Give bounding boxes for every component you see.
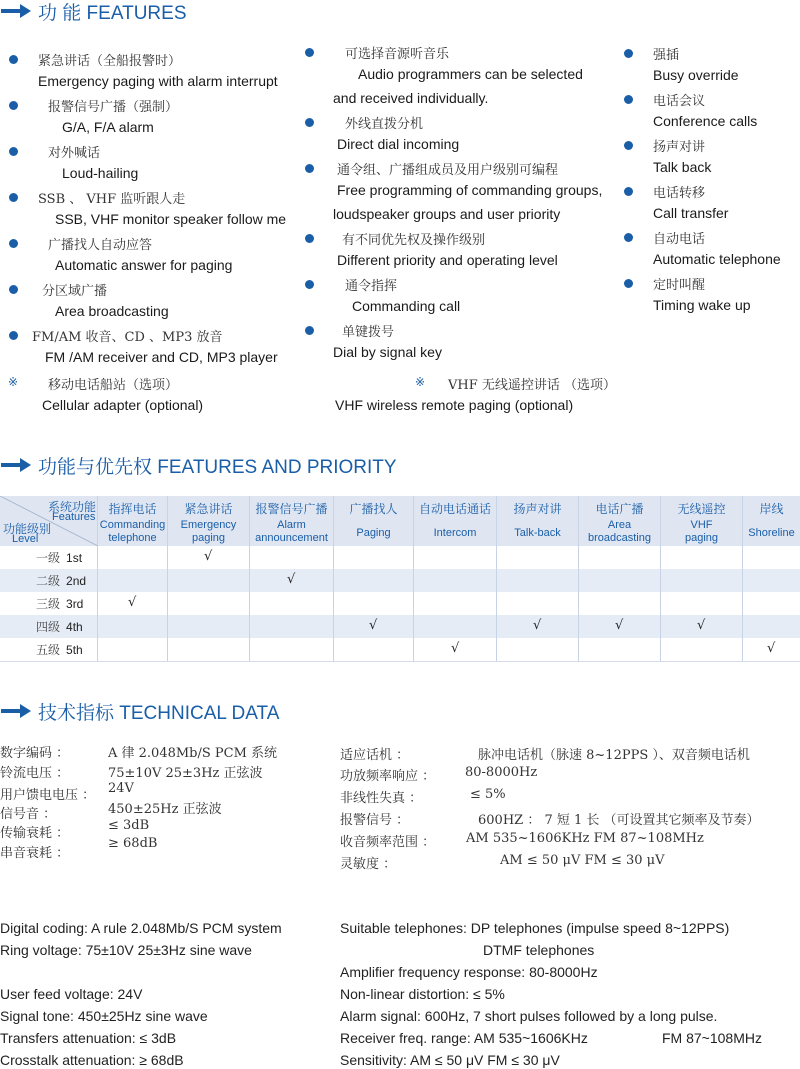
- column-cn: 电话广播: [595, 502, 644, 516]
- table-cell: [579, 569, 661, 592]
- level-en: 2nd: [66, 574, 87, 588]
- feature-cn: 电话会议: [653, 94, 706, 109]
- spec-label: 用户馈电电压 ：: [0, 788, 96, 803]
- level-cn: 一级: [36, 551, 61, 565]
- spec-en: FM 87~108MHz: [662, 1030, 762, 1046]
- spec-value: AM 535~1606KHz FM 87~108MHz: [466, 831, 704, 846]
- table-cell: [414, 615, 497, 638]
- spec-value: 600HZ ： 7 短 1 长 （可设置其它频率及节奏）: [478, 813, 760, 828]
- column-en: Intercom: [433, 527, 477, 539]
- level-label: [36, 595, 83, 612]
- spec-value: ≤ 5%: [470, 787, 506, 802]
- spec-en: Alarm signal: 600Hz, 7 short pulses followed by a long pulse.: [340, 1008, 718, 1024]
- column-en: Talk-back: [514, 527, 561, 539]
- feature-cn: 有不同优先权及操作级别: [342, 233, 486, 248]
- feature-cn: 广播找人自动应答: [48, 238, 153, 253]
- bullet-icon: [9, 193, 18, 202]
- bullet-icon: [624, 49, 633, 58]
- feature-en: Dial by signal key: [333, 344, 442, 360]
- level-cell: [0, 615, 98, 638]
- bullet-icon: [305, 280, 314, 289]
- table-cell: [579, 546, 661, 569]
- spec-label: 传输衰耗 ：: [0, 826, 70, 841]
- spec-label: 收音频率范围 ：: [340, 835, 436, 850]
- feature-cn: 通令组、广播组成员及用户级别可编程: [337, 163, 559, 178]
- table-cell: [661, 592, 743, 615]
- feature-cn: 强插: [653, 48, 680, 63]
- table-header-cell: [168, 496, 250, 546]
- corner-lvl-en: Level: [12, 533, 39, 545]
- bullet-icon: [305, 48, 314, 57]
- table-cell: [497, 615, 579, 638]
- spec-value: 脉冲电话机（脉速 8~12PPS ）、双音频电话机: [478, 748, 750, 763]
- feature-en: Call transfer: [653, 205, 729, 221]
- bullet-icon: [305, 118, 314, 127]
- check-mark: √: [287, 572, 296, 587]
- column-cn: 扬声对讲: [513, 502, 562, 516]
- spec-label: 铃流电压 ：: [0, 766, 70, 781]
- corner-feat-cn: 系统功能: [48, 500, 97, 514]
- spec-value: 80-8000Hz: [465, 765, 538, 780]
- table-header-cell: [579, 496, 661, 546]
- bullet-icon: [9, 101, 18, 110]
- feature-cn: FM/AM 收音、CD 、MP3 放音: [32, 330, 223, 345]
- feature-cn: 紧急讲话（全船报警时）: [38, 54, 182, 69]
- spec-en: Crosstalk attenuation: ≥ 68dB: [0, 1052, 184, 1068]
- feature-en: Different priority and operating level: [337, 252, 558, 268]
- bullet-icon: [9, 331, 18, 340]
- spec-en: Transfers attenuation: ≤ 3dB: [0, 1030, 177, 1046]
- table-cell: [661, 569, 743, 592]
- spec-label: 信号音 ：: [0, 807, 57, 822]
- feature-cn: 自动电话: [653, 232, 706, 247]
- table-header-cell: [414, 496, 497, 546]
- column-en: Emergency: [180, 519, 237, 531]
- column-en: Area: [607, 519, 632, 531]
- table-cell: [497, 569, 579, 592]
- feature-cn: 可选择音源听音乐: [345, 47, 450, 62]
- table-cell: [414, 638, 497, 661]
- feature-en: Emergency paging with alarm interrupt: [38, 73, 278, 89]
- column-en: paging: [191, 532, 226, 544]
- spec-label: 串音衰耗 ：: [0, 846, 70, 861]
- table-row: [0, 638, 800, 662]
- table-cell: [250, 592, 334, 615]
- table-cell: [743, 615, 800, 638]
- level-cell: [0, 546, 98, 569]
- spec-value: A 律 2.048Mb/S PCM 系统: [108, 746, 278, 761]
- note-en: VHF wireless remote paging (optional): [335, 397, 574, 413]
- feature-en: FM /AM receiver and CD, MP3 player: [45, 349, 278, 365]
- table-cell: [98, 546, 168, 569]
- corner-cell: [0, 496, 98, 546]
- column-en: paging: [684, 532, 719, 544]
- corner-lvl-cn: 功能级别: [3, 522, 52, 536]
- table-cell: [743, 569, 800, 592]
- feature-cn: SSB 、 VHF 监听跟人走: [38, 192, 186, 207]
- bullet-icon: [624, 233, 633, 242]
- check-mark: √: [369, 618, 378, 633]
- table-row: [0, 592, 800, 616]
- bullet-icon: [624, 141, 633, 150]
- check-mark: √: [767, 641, 776, 656]
- feature-cn: 分区域广播: [42, 284, 108, 299]
- spec-value: ≥ 68dB: [108, 836, 158, 851]
- table-cell: [661, 546, 743, 569]
- level-cell: [0, 569, 98, 592]
- table-cell: [334, 569, 414, 592]
- spec-en: Receiver freq. range: AM 535~1606KHz: [340, 1030, 588, 1046]
- arrow-right-icon: [0, 701, 32, 721]
- table-cell: [414, 546, 497, 569]
- column-en: Paging: [356, 527, 391, 539]
- note-cn: VHF 无线遥控讲话 （选项）: [448, 378, 617, 393]
- table-header-cell: [250, 496, 334, 546]
- table-cell: [98, 592, 168, 615]
- table-cell: [250, 615, 334, 638]
- level-label: [36, 618, 83, 635]
- feature-en: Audio programmers can be selected: [358, 66, 583, 82]
- table-cell: [579, 638, 661, 661]
- column-cn: 无线遥控: [677, 502, 726, 516]
- spec-en: Amplifier frequency response: 80-8000Hz: [340, 964, 598, 980]
- table-cell: [497, 638, 579, 661]
- table-cell: [98, 615, 168, 638]
- check-mark: √: [615, 618, 624, 633]
- column-cn: 报警信号广播: [255, 502, 328, 516]
- spec-en: Signal tone: 450±25Hz sine wave: [0, 1008, 208, 1024]
- bullet-icon: [305, 326, 314, 335]
- bullet-icon: [624, 95, 633, 104]
- table-cell: [250, 569, 334, 592]
- feature-en: and received individually.: [333, 90, 489, 106]
- table-cell: [168, 592, 250, 615]
- bullet-icon: [9, 147, 18, 156]
- table-header-cell: [743, 496, 800, 546]
- section-title: 功 能 FEATURES: [38, 2, 187, 24]
- level-label: [36, 641, 83, 658]
- check-mark: √: [533, 618, 542, 633]
- spec-value: 450±25Hz 正弦波: [108, 802, 222, 817]
- level-en: 3rd: [66, 597, 84, 611]
- table-cell: [168, 638, 250, 661]
- table-cell: [168, 615, 250, 638]
- table-cell: [334, 546, 414, 569]
- feature-cn: 报警信号广播（强制）: [48, 100, 179, 115]
- table-cell: [250, 546, 334, 569]
- table-header-cell: [497, 496, 579, 546]
- feature-en: Automatic telephone: [653, 251, 781, 267]
- level-cn: 三级: [36, 597, 61, 611]
- table-cell: [414, 569, 497, 592]
- section-title: 功能与优先权 FEATURES AND PRIORITY: [38, 456, 397, 478]
- feature-cn: 电话转移: [653, 186, 706, 201]
- level-cell: [0, 592, 98, 615]
- table-header-cell: [98, 496, 168, 546]
- feature-cn: 单键拨号: [342, 325, 395, 340]
- table-row: [0, 615, 800, 639]
- feature-en: SSB, VHF monitor speaker follow me: [55, 211, 287, 227]
- feature-cn: 外线直拨分机: [345, 117, 424, 132]
- feature-en: Talk back: [653, 159, 712, 175]
- level-en: 4th: [66, 620, 83, 634]
- feature-en: loudspeaker groups and user priority: [333, 206, 561, 222]
- spec-en: Ring voltage: 75±10V 25±3Hz sine wave: [0, 942, 252, 958]
- note-mark: ※: [415, 375, 426, 389]
- table-cell: [743, 546, 800, 569]
- table-cell: [743, 592, 800, 615]
- feature-en: Free programming of commanding groups,: [337, 182, 603, 198]
- column-cn: 广播找人: [349, 502, 398, 516]
- feature-cn: 扬声对讲: [653, 140, 706, 155]
- section-title: 技术指标 TECHNICAL DATA: [38, 702, 280, 724]
- table-cell: [334, 638, 414, 661]
- table-row: [0, 546, 800, 570]
- spec-en: Non-linear distortion: ≤ 5%: [340, 986, 505, 1002]
- check-mark: √: [451, 641, 460, 656]
- table-header-row: [0, 496, 800, 546]
- column-en: Shoreline: [748, 527, 795, 539]
- note-cn: 移动电话船站（选项）: [48, 378, 179, 393]
- spec-value: 24V: [108, 781, 134, 796]
- bullet-icon: [305, 164, 314, 173]
- spec-value: AM ≤ 50 μV FM ≤ 30 μV: [500, 853, 665, 868]
- bullet-icon: [624, 279, 633, 288]
- bullet-icon: [9, 285, 18, 294]
- table-cell: [743, 638, 800, 661]
- table-cell: [414, 592, 497, 615]
- spec-label: 非线性失真 ：: [340, 791, 423, 806]
- table-cell: [579, 615, 661, 638]
- table-cell: [98, 569, 168, 592]
- priority-heading: [0, 452, 397, 478]
- table-cell: [661, 615, 743, 638]
- check-mark: √: [128, 595, 137, 610]
- column-en: Alarm: [277, 519, 306, 531]
- table-cell: [334, 615, 414, 638]
- check-mark: √: [204, 549, 213, 564]
- technical-heading: [0, 698, 279, 724]
- feature-cn: 定时叫醒: [653, 278, 706, 293]
- feature-en: Conference calls: [653, 113, 758, 129]
- table-header-cell: [334, 496, 414, 546]
- level-cn: 四级: [36, 620, 61, 634]
- features-heading: [0, 0, 187, 24]
- spec-label: 数字编码 ：: [0, 746, 70, 761]
- column-en: broadcasting: [588, 532, 651, 544]
- table-cell: [98, 638, 168, 661]
- feature-en: G/A, F/A alarm: [62, 119, 154, 135]
- table-cell: [497, 592, 579, 615]
- level-en: 1st: [66, 551, 83, 565]
- table-cell: [579, 592, 661, 615]
- column-cn: 指挥电话: [108, 502, 157, 516]
- level-label: [36, 549, 82, 566]
- arrow-right-icon: [0, 1, 32, 21]
- table-row: [0, 569, 800, 593]
- arrow-right-icon: [0, 455, 32, 475]
- spec-en: DTMF telephones: [483, 942, 595, 958]
- feature-cn: 对外喊话: [48, 146, 101, 161]
- feature-en: Automatic answer for paging: [55, 257, 233, 273]
- feature-en: Direct dial incoming: [337, 136, 460, 152]
- spec-en: Suitable telephones: DP telephones (impulse speed 8~12PPS): [340, 920, 730, 936]
- feature-cn: 通令指挥: [345, 279, 398, 294]
- feature-en: Busy override: [653, 67, 739, 83]
- column-cn: 自动电话通话: [418, 502, 491, 516]
- bullet-icon: [624, 187, 633, 196]
- feature-en: Loud-hailing: [62, 165, 139, 181]
- table-header-cell: [661, 496, 743, 546]
- level-cell: [0, 638, 98, 661]
- column-cn: 岸线: [759, 502, 784, 516]
- column-en: VHF: [690, 519, 713, 531]
- table-cell: [334, 592, 414, 615]
- table-cell: [497, 546, 579, 569]
- bullet-icon: [305, 234, 314, 243]
- spec-value: ≤ 3dB: [108, 818, 150, 833]
- spec-label: 报警信号 ：: [340, 813, 410, 828]
- level-cn: 二级: [36, 574, 61, 588]
- bullet-icon: [9, 55, 18, 64]
- check-mark: √: [697, 618, 706, 633]
- spec-label: 适应话机 ：: [340, 748, 410, 763]
- level-en: 5th: [66, 643, 83, 657]
- note-mark: ※: [8, 375, 19, 389]
- table-cell: [250, 638, 334, 661]
- table-cell: [168, 546, 250, 569]
- level-label: [36, 572, 86, 589]
- note-en: Cellular adapter (optional): [42, 397, 204, 413]
- column-en: telephone: [108, 532, 157, 544]
- feature-en: Timing wake up: [653, 297, 751, 313]
- spec-value: 75±10V 25±3Hz 正弦波: [108, 766, 263, 781]
- feature-en: Area broadcasting: [55, 303, 169, 319]
- column-cn: 紧急讲话: [184, 502, 233, 516]
- column-en: announcement: [255, 532, 328, 544]
- table-cell: [661, 638, 743, 661]
- spec-label: 灵敏度 ：: [340, 857, 397, 872]
- spec-en: Digital coding: A rule 2.048Mb/S PCM system: [0, 920, 282, 936]
- bullet-icon: [9, 239, 18, 248]
- spec-en: User feed voltage: 24V: [0, 986, 143, 1002]
- spec-label: 功放频率响应 ：: [340, 769, 436, 784]
- corner-feat-en: Features: [52, 511, 96, 523]
- spec-en: Sensitivity: AM ≤ 50 μV FM ≤ 30 μV: [340, 1052, 560, 1068]
- column-en: Commanding: [99, 519, 166, 531]
- feature-en: Commanding call: [352, 298, 461, 314]
- table-cell: [168, 569, 250, 592]
- level-cn: 五级: [36, 643, 61, 657]
